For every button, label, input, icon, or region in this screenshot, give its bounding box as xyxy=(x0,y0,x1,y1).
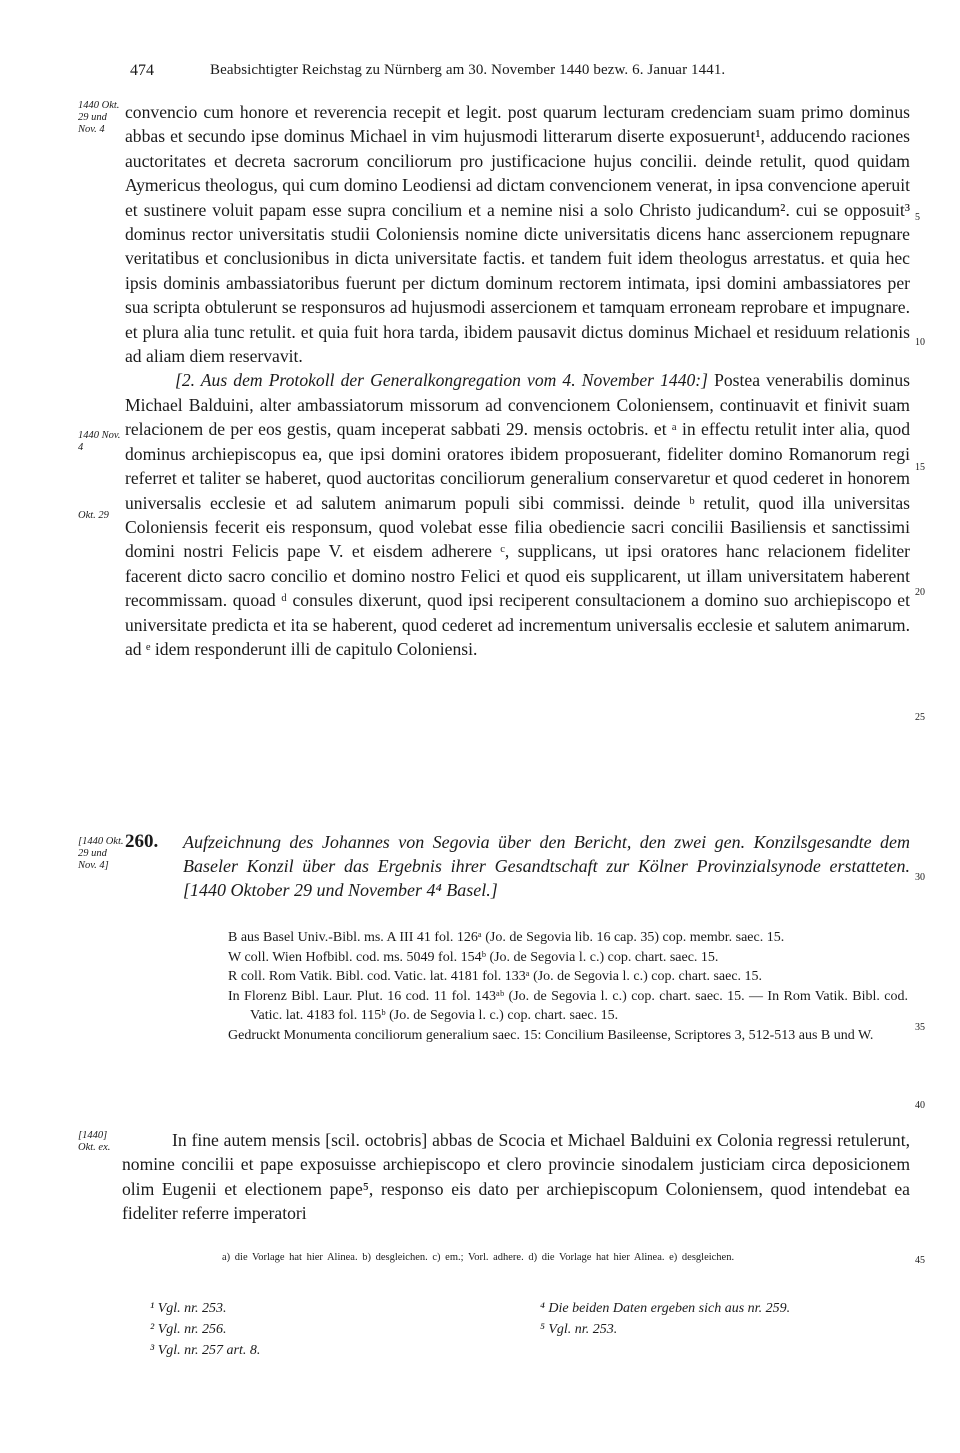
paragraph-1: convencio cum honore et reverencia recepit et legit. post quarum lecturam credenciam suam primo dominus abbas et secundo ipse dominus Michael in vim hujusmodi litterarum diserte exposuerunt¹, adducendo raciones auctoritates et decreta sacrorum conciliorum pro justificacione hujus concilii. deinde retulit, quod quidam Aymericus theologus, qui cum domino Leodiensi ad dictam convencionem venerat, in ipsa convencione aperuit et sustinere voluit papam esse supra concilium et a nemine nisi a solo Christo judicandum². cui se opposuit³ dominus rector universitatis studii Coloniensis nomine dicte universitatis dicens hanc assercionem repugnare veritatibus et conclusionibus in dicta universitate factis. et tandem fuit idem theologus arrestatus. et quia hec ipsis dominis ambassiatoribus fuerunt per dictum dominum rectorem intimata, ipsi domini ambassiatores per sua scripta obtulerunt se responsuros ad hujusmodi assercionem et tamquam erroneam reprobare et impugnare. et plura alia tunc retulit. et quia fuit hora tarda, ibidem pausavit dictus dominus Michael et residuum relationis ad aliam diem reservavit. xyxy=(125,102,910,367)
line-number: 30 xyxy=(915,872,925,883)
footnote: ⁵ Vgl. nr. 253. xyxy=(540,1322,618,1337)
page-number: 474 xyxy=(130,62,154,79)
footnote: ² Vgl. nr. 256. xyxy=(150,1322,227,1337)
paragraph-2-heading: [2. Aus dem Protokoll der Generalkongregation vom 4. November 1440:] xyxy=(175,370,708,391)
line-number: 40 xyxy=(915,1100,925,1111)
source-item: Gedruckt Monumenta conciliorum generalium saec. 15: Concilium Basileense, Scriptores 3, 512-513 aus B und W. xyxy=(228,1027,874,1043)
line-number: 25 xyxy=(915,712,925,723)
line-number: 35 xyxy=(915,1022,925,1033)
margin-note-date-1: 1440 Okt. 29 und Nov. 4 xyxy=(78,100,120,135)
margin-note-date-5: [1440] Okt. ex. xyxy=(78,1130,111,1153)
margin-note-date-4: [1440 Okt. 29 und Nov. 4] xyxy=(78,836,124,871)
entry-title: Aufzeichnung des Johannes von Segovia über den Bericht, den zwei gen. Konzilsgesandte dem Baseler Konzil über das Ergebnis ihrer Gesandtschaft zur Kölner Provinzialsynode erstatteten. [1440 Oktober 29 und November 4⁴ Basel.] xyxy=(183,832,910,900)
document-entry xyxy=(125,830,910,902)
paragraph-2 xyxy=(125,368,910,661)
entry-number: 260. xyxy=(125,831,159,852)
source-item: R coll. Rom Vatik. Bibl. cod. Vatic. lat. 4181 fol. 133ᵃ (Jo. de Segovia l. c.) cop. chart. saec. 15. xyxy=(228,969,763,984)
closing-paragraph: In fine autem mensis [scil. octobris] abbas de Scocia et Michael Balduini ex Colonia regressi retulerunt, nomine concilii et pape exposuisse archiepiscopo et clero provincie sinodalem justiciam circa deposicionem olim Eugenii et electionem pape⁵, responso eis dato per archiepiscopum Coloniensem, quod intendebat ea fideliter referre imperatori xyxy=(122,1130,910,1223)
source-item: B aus Basel Univ.-Bibl. ms. A III 41 fol. 126ᵃ (Jo. de Segovia lib. 16 cap. 35) cop. membr. saec. 15. xyxy=(228,930,785,945)
line-number: 45 xyxy=(915,1255,925,1266)
line-number: 20 xyxy=(915,587,925,598)
closing-text xyxy=(122,1128,910,1225)
main-text xyxy=(125,100,910,661)
line-number: 15 xyxy=(915,462,925,473)
source-item: W coll. Wien Hofbibl. cod. ms. 5049 fol. 154ᵇ (Jo. de Segovia l. c.) cop. chart. saec. 15. xyxy=(228,949,719,965)
source-item: In Florenz Bibl. Laur. Plut. 16 cod. 11 fol. 143ᵃᵇ (Jo. de Segovia l. c.) cop. chart. saec. 15. — In Rom Vatik. Bibl. cod. Vatic. lat. 4183 fol. 115ᵇ (Jo. de Segovia l. c.) cop. chart. saec. 15. xyxy=(228,988,908,1023)
margin-note-date-2: 1440 Nov. 4 xyxy=(78,430,121,453)
margin-note-date-3: Okt. 29 xyxy=(78,510,109,521)
footnotes-left xyxy=(150,1298,470,1361)
line-number: 10 xyxy=(915,337,925,348)
critical-apparatus: a) die Vorlage hat hier Alinea. b) desgleichen. c) em.; Vorl. adhere. d) die Vorlage hat hier Alinea. e) desgleichen. xyxy=(222,1252,735,1263)
running-title: Beabsichtigter Reichstag zu Nürnberg am 30. November 1440 bezw. 6. Januar 1441. xyxy=(210,62,726,78)
footnotes-right xyxy=(540,1298,920,1340)
footnote: ¹ Vgl. nr. 253. xyxy=(150,1301,227,1316)
footnote: ³ Vgl. nr. 257 art. 8. xyxy=(150,1343,261,1358)
source-list xyxy=(228,928,908,1045)
line-number: 5 xyxy=(915,212,920,223)
footnote: ⁴ Die beiden Daten ergeben sich aus nr. 259. xyxy=(540,1301,791,1316)
paragraph-2-text: Postea venerabilis dominus Michael Balduini, alter ambassiatorum missorum ad convencionem Coloniensem, continuavit et finivit suam relacionem de per eos gestis, quam inceperat sabbati 29. mensis octobris. et ᵃ in effectu retulit inter alia, quod dominus archiepiscopus ea, que ipsi domini oratores ibidem proposuerant, fideliter domino Romanorum regi referret et taliter se haberet, quod auctoritas conciliorum generalium conservaretur et quod cederet in honorem universalis ecclesie et ad salutem animarum populi sibi commissi. deinde ᵇ retulit, quod illa universitas Coloniensis fecerit eis responsum, quod volebat esse filia obediencie sacri concilii Basiliensis et sanctissimi domini nostri Felicis pape V. et eisdem adherere ᶜ, supplicans, ut ipsi oratores hanc relacionem fideliter facerent dicto sacro concilio et domino nostro Felici et quod eis supplicarent, ut illam universitatem haberent recommissam. quoad ᵈ consules dixerunt, quod ipsi reciperent consultacionem a domino suo archiepiscopo et universitate predicta et ita se haberent, quod cederet ad incrementum universalis ecclesie et salutem animarum. ad ᵉ idem responderunt illi de capitulo Coloniensi. xyxy=(125,370,910,659)
